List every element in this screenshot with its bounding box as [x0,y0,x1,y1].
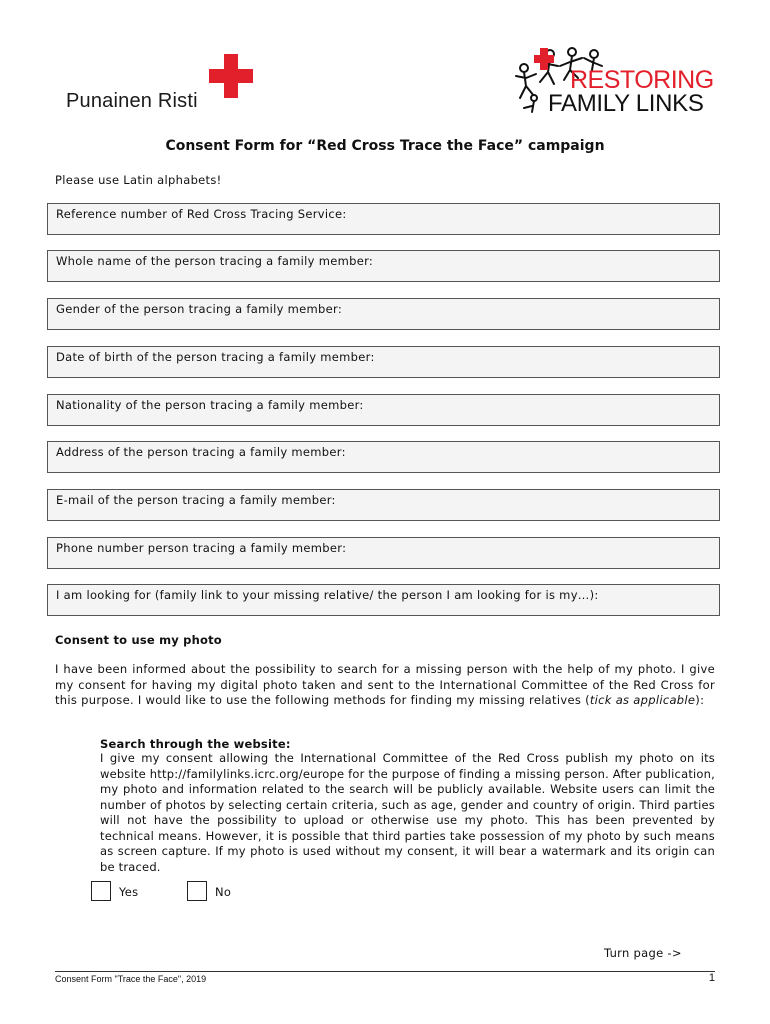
consent-intro-text: I have been informed about the possibility to search for a missing person with the help of my photo. I give my consent for having my digital photo taken and sent to the International Committee of the Red Cross for this purpose. I would like to use the following methods for finding my missing relatives ( [55,662,715,707]
turn-page-note: Turn page -> [604,946,682,960]
yes-checkbox[interactable] [91,881,111,901]
consent-heading: Consent to use my photo [55,633,222,647]
punainen-risti-logo [66,54,256,114]
rfl-line2: FAMILY LINKS [548,90,704,117]
field-label: I am looking for (family link to your missing relative/ the person I am looking for is my…): [56,588,599,602]
field-label: Phone number person tracing a family member: [56,541,347,555]
field-label: Gender of the person tracing a family member: [56,302,343,316]
field-label: Reference number of Red Cross Tracing Service: [56,207,347,221]
email-field[interactable] [47,489,720,521]
website-search-heading: Search through the website: [100,737,291,751]
org-name: Punainen Risti [66,90,198,112]
red-cross-icon [209,54,253,98]
rfl-line1: RESTORING [570,66,714,94]
no-checkbox[interactable] [187,881,207,901]
field-label: Nationality of the person tracing a family member: [56,398,364,412]
whole-name-field[interactable] [47,250,720,282]
field-label: Whole name of the person tracing a family member: [56,254,374,268]
no-option[interactable] [187,881,257,905]
field-label: E-mail of the person tracing a family member: [56,493,336,507]
date-of-birth-field[interactable] [47,346,720,378]
consent-intro [55,662,715,709]
restoring-family-links-logo [510,46,714,118]
footer-divider [55,971,715,972]
gender-field[interactable] [47,298,720,330]
phone-number-field[interactable] [47,537,720,569]
field-label: Address of the person tracing a family member: [56,445,346,459]
footer-text: Consent Form "Trace the Face", 2019 [55,974,207,984]
no-label: No [215,885,232,899]
looking-for-field[interactable] [47,584,720,616]
form-title: Consent Form for “Red Cross Trace the Face” campaign [165,138,605,154]
field-label: Date of birth of the person tracing a family member: [56,350,375,364]
consent-intro-end: ): [695,693,705,707]
address-field[interactable] [47,441,720,473]
latin-alphabet-hint: Please use Latin alphabets! [55,173,222,187]
page-number: 1 [708,972,715,984]
website-search-text: I give my consent allowing the International Committee of the Red Cross publish my photo on its website http://familylinks.icrc.org/europe for the purpose of finding a missing person. After publication, my photo and information related to the search will be publicly available. Website users can limit the number of photos by selecting certain criteria, such as age, gender and country of origin. Third parties will not have the possibility to upload or otherwise use my photo. This has been prevented by technical means. However, it is possible that third parties take possession of my photo by such means as screen capture. If my photo is used without my consent, it will bear a watermark and its origin can be traced. [100,751,715,874]
yes-label: Yes [119,885,139,899]
nationality-field[interactable] [47,394,720,426]
consent-intro-italic: tick as applicable [589,693,696,707]
reference-number-field[interactable] [47,203,720,235]
yes-option[interactable] [91,881,161,905]
